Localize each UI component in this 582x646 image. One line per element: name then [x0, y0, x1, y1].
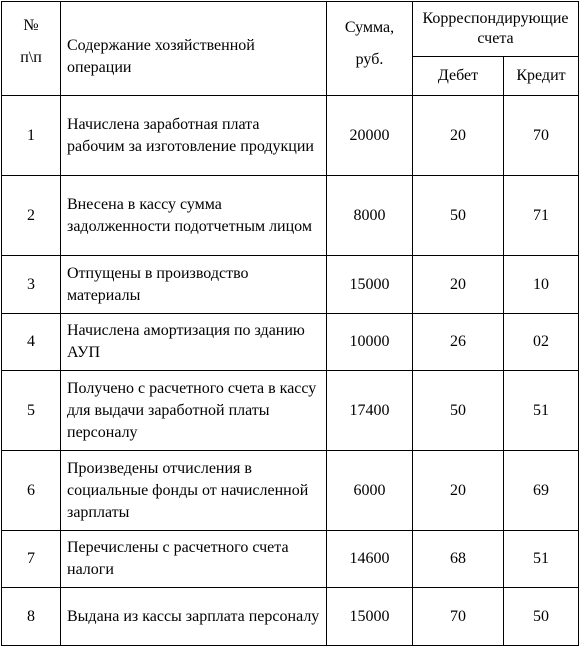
- row-description: Внесена в кассу сумма задолженности подотчетным лицом: [61, 176, 327, 256]
- row-number: 2: [2, 176, 61, 256]
- table-row: [2, 588, 579, 646]
- row-description: Начислена амортизация по зданию АУП: [61, 314, 327, 371]
- row-debit: 20: [413, 451, 504, 531]
- row-description: Перечислены с расчетного счета налоги: [61, 531, 327, 588]
- row-amount: 6000: [327, 451, 413, 531]
- header-content: Содержание хозяйственной операции: [61, 2, 327, 96]
- row-credit: 69: [504, 451, 579, 531]
- row-amount: 15000: [327, 588, 413, 646]
- row-description: Выдана из кассы зарплата персоналу: [61, 588, 327, 646]
- row-credit: 51: [504, 371, 579, 451]
- table-row: [2, 451, 579, 531]
- row-number: 3: [2, 256, 61, 314]
- table-row: [2, 531, 579, 588]
- row-amount: 8000: [327, 176, 413, 256]
- table-row: [2, 314, 579, 371]
- header-amount: [327, 2, 413, 96]
- row-debit: 68: [413, 531, 504, 588]
- header-corr-accounts: Корреспондирующие счета: [413, 2, 579, 57]
- header-number: [2, 2, 61, 96]
- row-credit: 70: [504, 96, 579, 176]
- row-number: 1: [2, 96, 61, 176]
- row-number: 8: [2, 588, 61, 646]
- row-number: 5: [2, 371, 61, 451]
- row-amount: 14600: [327, 531, 413, 588]
- row-credit: 71: [504, 176, 579, 256]
- row-debit: 26: [413, 314, 504, 371]
- row-number: 6: [2, 451, 61, 531]
- row-debit: 50: [413, 371, 504, 451]
- row-number: 4: [2, 314, 61, 371]
- row-description: Начислена заработная плата рабочим за изготовление продукции: [61, 96, 327, 176]
- table-row: [2, 371, 579, 451]
- header-number-line1: №: [23, 17, 39, 34]
- row-credit: 02: [504, 314, 579, 371]
- row-debit: 20: [413, 96, 504, 176]
- row-debit: 50: [413, 176, 504, 256]
- header-debit: Дебет: [413, 57, 504, 96]
- row-debit: 20: [413, 256, 504, 314]
- row-amount: 20000: [327, 96, 413, 176]
- row-debit: 70: [413, 588, 504, 646]
- header-row: [2, 2, 579, 57]
- table-row: [2, 176, 579, 256]
- table-row: [2, 256, 579, 314]
- row-credit: 51: [504, 531, 579, 588]
- row-credit: 10: [504, 256, 579, 314]
- row-amount: 10000: [327, 314, 413, 371]
- row-description: Произведены отчисления в социальные фонды от начисленной зарплаты: [61, 451, 327, 531]
- row-amount: 17400: [327, 371, 413, 451]
- row-description: Получено с расчетного счета в кассу для выдачи заработной платы персоналу: [61, 371, 327, 451]
- header-credit: Кредит: [504, 57, 579, 96]
- row-description: Отпущены в производство материалы: [61, 256, 327, 314]
- row-amount: 15000: [327, 256, 413, 314]
- header-number-line2: п\п: [20, 49, 42, 66]
- row-number: 7: [2, 531, 61, 588]
- header-amount-line2: руб.: [355, 51, 384, 68]
- header-amount-line1: Сумма,: [344, 19, 395, 36]
- operations-table: [1, 1, 579, 646]
- table-row: [2, 96, 579, 176]
- row-credit: 50: [504, 588, 579, 646]
